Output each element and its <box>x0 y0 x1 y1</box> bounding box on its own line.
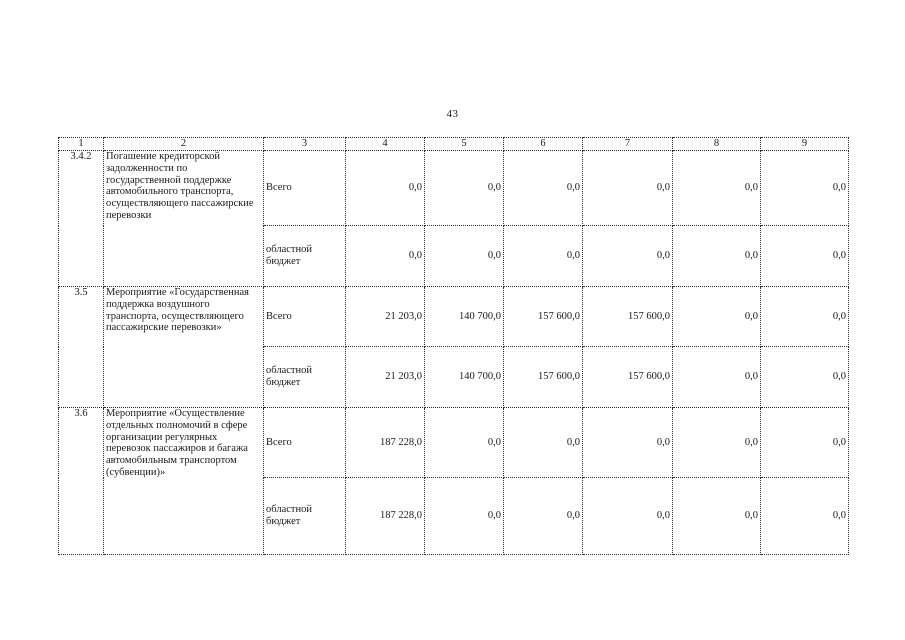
column-header: 7 <box>583 138 673 151</box>
column-header: 8 <box>673 138 761 151</box>
value-cell: 0,0 <box>761 287 849 347</box>
value-cell: 157 600,0 <box>583 347 673 408</box>
column-header: 2 <box>104 138 264 151</box>
value-cell: 21 203,0 <box>346 287 425 347</box>
value-cell: 0,0 <box>761 478 849 555</box>
value-cell: 0,0 <box>346 226 425 287</box>
value-cell: 0,0 <box>673 226 761 287</box>
value-cell: 0,0 <box>673 347 761 408</box>
value-cell: 157 600,0 <box>583 287 673 347</box>
value-cell: 0,0 <box>673 408 761 478</box>
value-cell: 0,0 <box>425 478 504 555</box>
item-number: 3.6 <box>59 408 104 555</box>
value-cell: 187 228,0 <box>346 478 425 555</box>
value-cell: 140 700,0 <box>425 287 504 347</box>
value-cell: 0,0 <box>425 408 504 478</box>
value-cell: 0,0 <box>673 478 761 555</box>
value-cell: 0,0 <box>504 478 583 555</box>
page-number: 43 <box>446 108 459 120</box>
value-cell: 0,0 <box>583 478 673 555</box>
value-cell: 21 203,0 <box>346 347 425 408</box>
value-cell: 157 600,0 <box>504 287 583 347</box>
funding-source: областной бюджет <box>264 347 346 408</box>
value-cell: 0,0 <box>583 226 673 287</box>
budget-table <box>58 137 849 555</box>
table-row <box>59 287 849 347</box>
column-header: 9 <box>761 138 849 151</box>
funding-source: Всего <box>264 287 346 347</box>
funding-source: Всего <box>264 151 346 226</box>
column-header: 4 <box>346 138 425 151</box>
value-cell: 0,0 <box>504 226 583 287</box>
table-row <box>59 408 849 478</box>
value-cell: 0,0 <box>346 151 425 226</box>
value-cell: 0,0 <box>504 408 583 478</box>
header-row <box>59 138 849 151</box>
column-header: 1 <box>59 138 104 151</box>
item-number: 3.5 <box>59 287 104 408</box>
column-header: 3 <box>264 138 346 151</box>
value-cell: 0,0 <box>583 408 673 478</box>
value-cell: 157 600,0 <box>504 347 583 408</box>
value-cell: 187 228,0 <box>346 408 425 478</box>
item-number: 3.4.2 <box>59 151 104 287</box>
value-cell: 0,0 <box>673 287 761 347</box>
funding-source: областной бюджет <box>264 226 346 287</box>
value-cell: 0,0 <box>761 226 849 287</box>
value-cell: 0,0 <box>504 151 583 226</box>
value-cell: 140 700,0 <box>425 347 504 408</box>
value-cell: 0,0 <box>761 408 849 478</box>
column-header: 5 <box>425 138 504 151</box>
funding-source: Всего <box>264 408 346 478</box>
item-name: Мероприятие «Осуществление отдельных полномочий в сфере организации регулярных перевозок пассажиров и багажа автомобильным транспортом (субвенции)» <box>104 408 264 555</box>
table-row <box>59 151 849 226</box>
item-name: Мероприятие «Государственная поддержка воздушного транспорта, осуществляющего пассажирские перевозки» <box>104 287 264 408</box>
value-cell: 0,0 <box>425 151 504 226</box>
value-cell: 0,0 <box>673 151 761 226</box>
value-cell: 0,0 <box>761 151 849 226</box>
column-header: 6 <box>504 138 583 151</box>
funding-source: областной бюджет <box>264 478 346 555</box>
value-cell: 0,0 <box>583 151 673 226</box>
item-name: Погашение кредиторской задолженности по государственной поддержке автомобильного транспорта, осуществляющего пассажирские перевозки <box>104 151 264 287</box>
value-cell: 0,0 <box>425 226 504 287</box>
value-cell: 0,0 <box>761 347 849 408</box>
